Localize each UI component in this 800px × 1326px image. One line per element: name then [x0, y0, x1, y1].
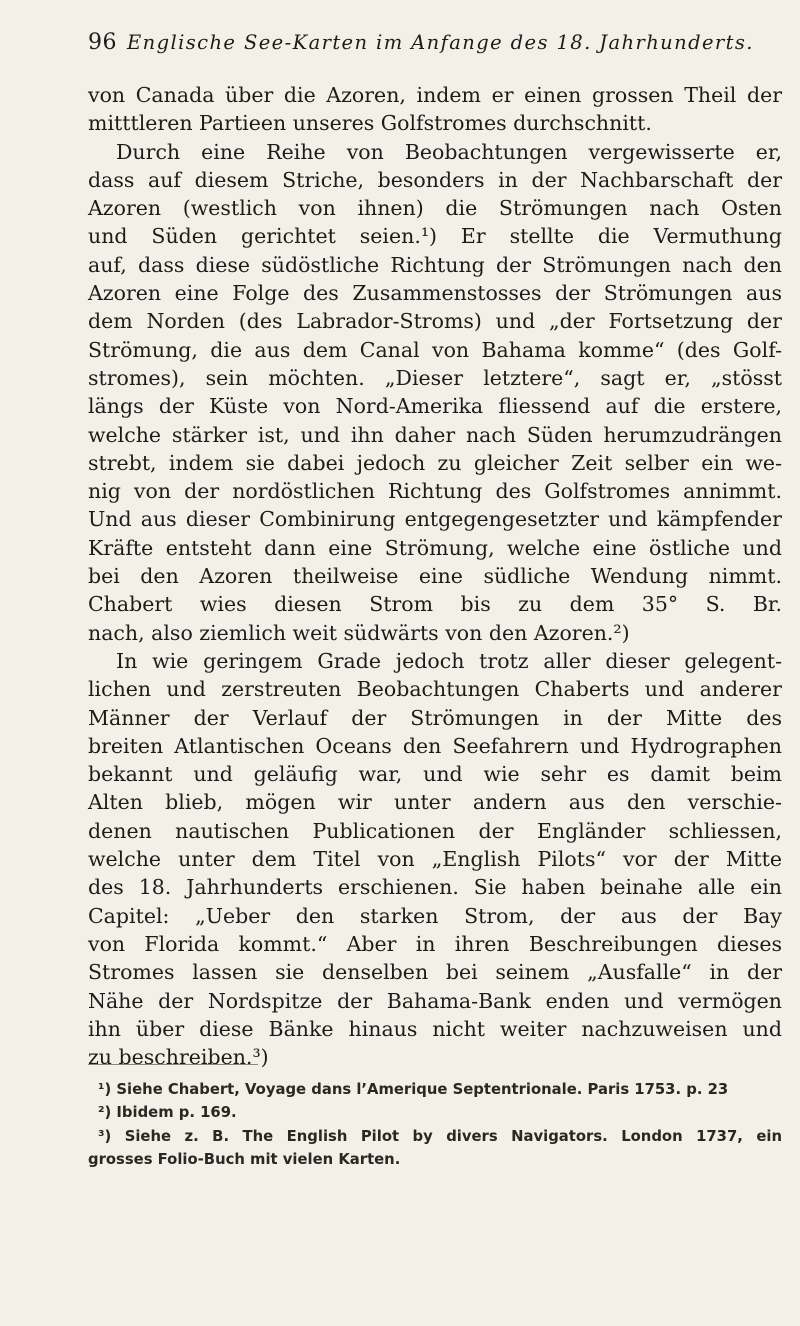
text-line: welche unter dem Titel von „English Pilots“ vor der Mitte: [88, 847, 782, 872]
text-line: Capitel: „Ueber den starken Strom, der aus der Bay: [88, 903, 782, 928]
body-text: [88, 81, 782, 1071]
running-title: Englische See-Karten im Anfange des 18. Jahrhunderts.: [127, 31, 754, 54]
text-line: Azoren (westlich von ihnen) die Strömungen nach Osten: [88, 196, 782, 221]
text-line: Männer der Verlauf der Strömungen in der Mitte des: [88, 705, 782, 730]
text-line: und Süden gerichtet seien.¹) Er stellte die Vermuthung: [88, 224, 782, 249]
text-line: des 18. Jahrhunderts erschienen. Sie haben beinahe alle ein: [88, 875, 782, 900]
text-line: Und aus dieser Combinirung entgegengesetzter und kämpfender: [88, 507, 782, 532]
text-line: lichen und zerstreuten Beobachtungen Chaberts und anderer: [88, 677, 782, 702]
footnote: ¹) Siehe Chabert, Voyage dans l’Amerique Septentrionale. Paris 1753. p. 23: [98, 1081, 729, 1098]
text-line: breiten Atlantischen Oceans den Seefahrern und Hydrographen: [88, 733, 782, 758]
text-line: nig von der nordöstlichen Richtung des Golfstromes annimmt.: [88, 479, 782, 504]
text-line: Alten blieb, mögen wir unter andern aus den verschie-: [88, 790, 782, 815]
footnotes: [88, 1078, 782, 1172]
text-line: denen nautischen Publicationen der Engländer schliessen,: [88, 818, 782, 843]
text-line: bekannt und geläufig war, und wie sehr es damit beim: [88, 762, 782, 787]
text-line: von Florida kommt.“ Aber in ihren Beschreibungen dieses: [88, 931, 782, 956]
footnote-separator: [88, 1064, 258, 1065]
text-line: zu beschreiben.³): [88, 1045, 269, 1070]
text-line: nach, also ziemlich weit südwärts von den Azoren.²): [88, 620, 630, 645]
text-line: dem Norden (des Labrador-Stroms) und „der Fortsetzung der: [88, 309, 782, 334]
text-line: Strömung, die aus dem Canal von Bahama komme“ (des Golf-: [88, 337, 782, 362]
text-line: welche stärker ist, und ihn daher nach Süden herumzudrängen: [88, 422, 782, 447]
page-number: 96: [88, 30, 117, 55]
text-line: Kräfte entsteht dann eine Strömung, welche eine östliche und: [88, 535, 782, 560]
text-line: Azoren eine Folge des Zusammenstosses der Strömungen aus: [88, 281, 782, 306]
text-line: strebt, indem sie dabei jedoch zu gleicher Zeit selber ein we-: [88, 450, 782, 475]
text-line: Durch eine Reihe von Beobachtungen vergewisserte er,: [116, 139, 782, 164]
text-line: längs der Küste von Nord-Amerika fliessend auf die erstere,: [88, 394, 782, 419]
text-line: dass auf diesem Striche, besonders in der Nachbarschaft der: [88, 167, 782, 192]
text-line: Chabert wies diesen Strom bis zu dem 35° S. Br.: [88, 592, 782, 617]
text-line: mitttleren Partieen unseres Golfstromes durchschnitt.: [88, 111, 652, 136]
footnote: ³) Siehe z. B. The English Pilot by divers Navigators. London 1737, ein: [98, 1127, 782, 1145]
footnote-continuation: grosses Folio-Buch mit vielen Karten.: [88, 1151, 401, 1169]
footnote: ²) Ibidem p. 169.: [98, 1104, 237, 1122]
text-line: ihn über diese Bänke hinaus nicht weiter nachzuweisen und: [88, 1016, 782, 1041]
text-line: bei den Azoren theilweise eine südliche Wendung nimmt.: [88, 564, 782, 589]
text-line: Stromes lassen sie denselben bei seinem „Ausfalle“ in der: [88, 960, 782, 985]
text-line: von Canada über die Azoren, indem er einen grossen Theil der: [88, 83, 782, 107]
text-line: Nähe der Nordspitze der Bahama-Bank enden und vermögen: [88, 988, 782, 1013]
text-line: stromes), sein möchten. „Dieser letztere“, sagt er, „stösst: [88, 365, 782, 390]
text-line: auf, dass diese südöstliche Richtung der Strömungen nach den: [88, 252, 782, 277]
text-line: In wie geringem Grade jedoch trotz aller dieser gelegent-: [116, 648, 782, 673]
running-header: [88, 30, 778, 70]
